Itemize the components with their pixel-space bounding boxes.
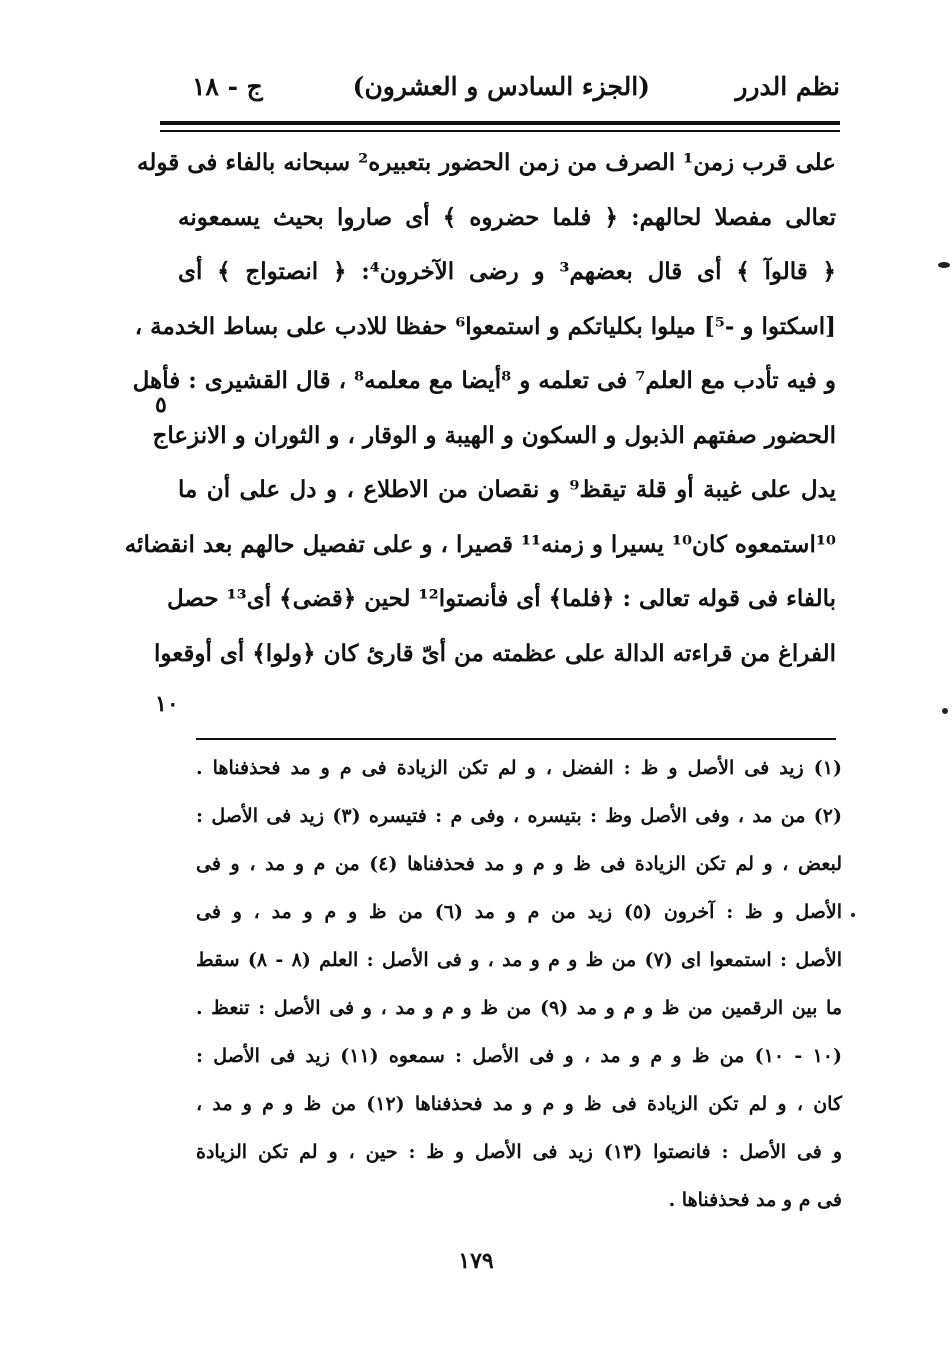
footnote-line-2: (٢) من مد ، وفى الأصل وظ : بتيسره ، وفى م : فتيسره (٣) زيد فى الأصل : xyxy=(196,805,842,827)
part-title: (الجزء السادس و العشرون) xyxy=(352,72,650,101)
main-line-1: على قرب زمن¹ الصرف من زمن الحضور بتعبيره² سبحانه بالفاء فى قوله xyxy=(137,149,836,176)
footnote-line-4: الأصل و ظ : آخرون (٥) زيد من م و مد (٦) من ظ و م و مد ، و فى xyxy=(196,901,842,923)
volume-reference: ج - ١٨ xyxy=(192,72,263,101)
scan-speck xyxy=(942,708,948,714)
footnote-line-1: (١) زيد فى الأصل و ظ : الفضل ، و لم تكن الزيادة فى م و مد فحذفناها . xyxy=(196,757,842,779)
header-rule-thin xyxy=(160,130,840,132)
line-number-10: ١٠ xyxy=(155,691,179,717)
header-rule-thick xyxy=(160,121,840,125)
footnote-line-9: و فى الأصل : فانصتوا (١٣) زيد فى الأصل و ظ : حين ، و لم تكن الزيادة xyxy=(196,1141,842,1163)
scan-speck xyxy=(938,262,950,268)
main-line-9: بالفاء فى قوله تعالى : ﴿فلما﴾ أى فأنصتوا¹² لحين ﴿قضى﴾ أى¹³ حصل xyxy=(167,585,836,612)
running-header xyxy=(160,66,840,120)
main-line-5: و فيه تأدب مع العلم⁷ فى تعلمه و ⁸أيضا مع معلمه⁸ ، قال القشيرى : فأهل xyxy=(132,367,836,394)
footnote-line-3: لبعض ، و لم تكن الزيادة فى ظ و م و مد فحذفناها (٤) من م و مد ، و فى xyxy=(196,853,843,875)
footnote-line-8: كان ، و لم تكن الزيادة فى ظ و م و مد فحذفناها (١٢) من ظ و م و مد ، xyxy=(196,1093,842,1115)
main-line-8: ¹⁰استمعوه كان¹⁰ يسيرا و زمنه¹¹ قصيرا ، و على تفصيل حالهم بعد انقضائه xyxy=(124,530,836,558)
scan-speck xyxy=(851,913,855,917)
footnote-line-10: فى م و مد فحذفناها . xyxy=(668,1189,842,1211)
main-line-3: ﴿ قالوآ ﴾ أى قال بعضهم³ و رضى الآخرون⁴: ﴿ انصتواج ﴾ أى xyxy=(178,258,836,285)
main-line-4: [اسكتوا و -⁵] ميلوا بكلياتكم و استمعوا⁶ حفظا للادب على بساط الخدمة ، xyxy=(134,312,836,340)
main-line-7: يدل على غيبة أو قلة تيقظ⁹ و نقصان من الاطلاع ، و دل على أن ما xyxy=(178,476,837,503)
main-line-10: الفراغ من قراءته الدالة على عظمته من أىّ قارئ كان ﴿ولوا﴾ أى أوقعوا xyxy=(153,639,836,667)
line-number-5: ٥ xyxy=(155,392,167,418)
footnote-line-7: (١٠ - ١٠) من ظ و م و مد ، و فى الأصل : سمعوه (١١) زيد فى الأصل : xyxy=(196,1045,842,1067)
main-line-2: تعالى مفصلا لحالهم: ﴿ فلما حضروه ﴾ أى صاروا بحيث يسمعونه xyxy=(178,203,836,231)
main-line-6: الحضور صفتهم الذبول و السكون و الهيبة و الوقار ، و الثوران و الانزعاج xyxy=(152,421,836,449)
book-title: نظم الدرر xyxy=(735,72,840,101)
footnote-line-6: ما بين الرقمين من ظ و م و مد (٩) من ظ و م و مد ، و فى الأصل : تنعظ . xyxy=(196,997,842,1019)
footnotes xyxy=(196,744,842,1224)
main-text xyxy=(124,136,837,681)
footnote-separator xyxy=(196,738,836,740)
footnote-line-5: الأصل : استمعوا اى (٧) من ظ و م و مد ، و فى الأصل : العلم (٨ - ٨) سقط xyxy=(196,949,842,971)
page-number: ١٧٩ xyxy=(458,1248,494,1274)
